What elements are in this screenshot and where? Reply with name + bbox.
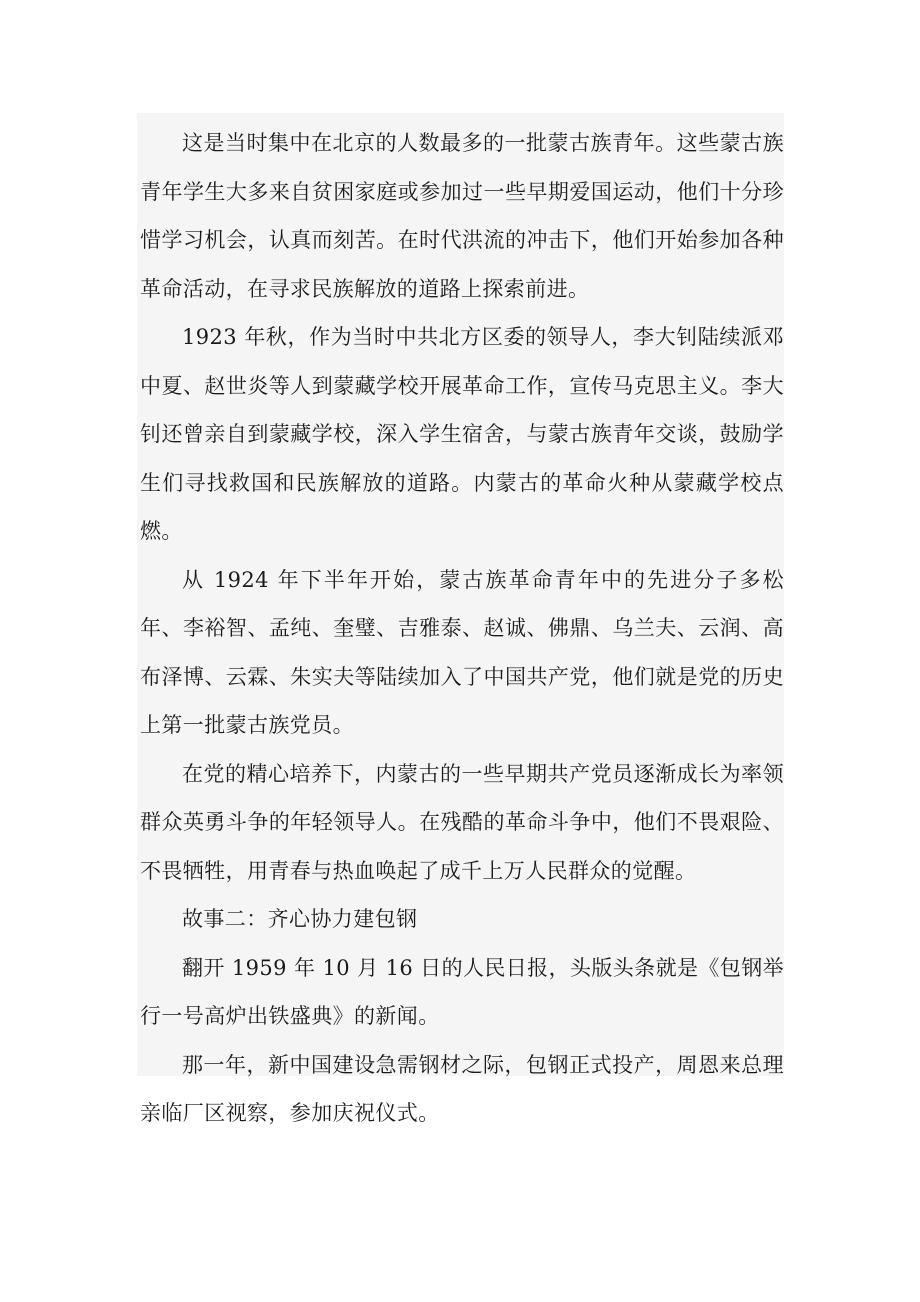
paragraph: 翻开 1959 年 10 月 16 日的人民日报，头版头条就是《包钢举行一号高炉出铁盛典》的新闻。: [140, 955, 784, 1028]
section-heading: 故事二：齐心协力建包钢: [182, 907, 418, 931]
text-block: [137, 113, 784, 1125]
paragraph: 那一年，新中国建设急需钢材之际，包钢正式投产，周恩来总理亲临厂区视察，参加庆祝仪式。: [140, 1052, 784, 1125]
paragraph: 这是当时集中在北京的人数最多的一批蒙古族青年。这些蒙古族青年学生大多来自贫困家庭或参加过一些早期爱国运动，他们十分珍惜学习机会，认真而刻苦。在时代洪流的冲击下，他们开始参加各种革命活动，在寻求民族解放的道路上探索前进。: [140, 131, 784, 301]
paragraph: 1923 年秋，作为当时中共北方区委的领导人，李大钊陆续派邓中夏、赵世炎等人到蒙藏学校开展革命工作，宣传马克思主义。李大钊还曾亲自到蒙藏学校，深入学生宿舍，与蒙古族青年交谈，鼓励学生们寻找救国和民族解放的道路。内蒙古的革命火种从蒙藏学校点燃。: [140, 325, 784, 543]
paragraph: 从 1924 年下半年开始，蒙古族革命青年中的先进分子多松年、李裕智、孟纯、奎璧、吉雅泰、赵诚、佛鼎、乌兰夫、云润、高布泽博、云霖、朱实夫等陆续加入了中国共产党，他们就是党的历史上第一批蒙古族党员。: [140, 567, 784, 737]
paragraph: 在党的精心培养下，内蒙古的一些早期共产党员逐渐成长为率领群众英勇斗争的年轻领导人。在残酷的革命斗争中，他们不畏艰险、不畏牺牲，用青春与热血唤起了成千上万人民群众的觉醒。: [140, 761, 784, 883]
